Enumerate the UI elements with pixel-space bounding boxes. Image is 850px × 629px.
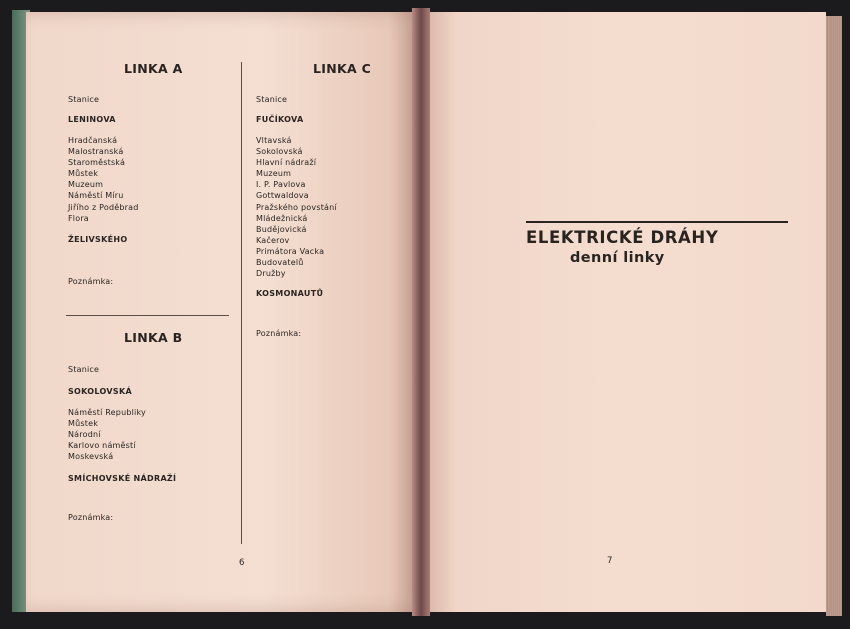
- linka-a-section: [68, 94, 139, 287]
- linka-a-title: LINKA A: [124, 61, 183, 76]
- linka-a-note-label: Poznámka:: [68, 276, 114, 286]
- station-item: Pražského povstání: [256, 202, 337, 212]
- station-item: Mládežnická: [256, 213, 308, 223]
- station-item: Budovatelů: [256, 258, 304, 268]
- right-page: [424, 12, 826, 612]
- station-item: Můstek: [68, 419, 99, 429]
- station-item: Kačerov: [256, 235, 290, 245]
- linka-c-end-terminal: KOSMONAUTŮ: [256, 289, 324, 299]
- station-item: Moskevská: [68, 452, 114, 462]
- linka-b-note-label: Poznámka:: [68, 513, 114, 523]
- title-rule: [526, 221, 788, 223]
- linka-b-title: LINKA B: [124, 330, 183, 345]
- station-item: Flora: [68, 213, 89, 223]
- linka-c-stations-label: Stanice: [256, 95, 288, 104]
- linka-c-section: [256, 94, 337, 339]
- station-item: Primátora Vacka: [256, 246, 325, 256]
- station-item: Družby: [256, 269, 286, 279]
- linka-b-station-list: [68, 407, 176, 462]
- station-item: Muzeum: [68, 180, 104, 190]
- linka-a-end-terminal: ŽELIVSKÉHO: [68, 234, 128, 244]
- station-item: Národní: [68, 430, 101, 440]
- page-number-right: 7: [607, 556, 613, 566]
- linka-a-start-terminal: LENINOVA: [68, 115, 116, 124]
- section-divider: [66, 315, 229, 316]
- station-item: Staroměstská: [68, 158, 126, 168]
- station-item: Vltavská: [256, 136, 292, 145]
- linka-c-start-terminal: FUČÍKOVA: [256, 115, 304, 124]
- station-item: Sokolovská: [256, 147, 303, 157]
- linka-c-title: LINKA C: [313, 61, 372, 76]
- book-gutter: [412, 8, 430, 616]
- station-item: Náměstí Republiky: [68, 408, 146, 417]
- linka-b-end-terminal: SMÍCHOVSKÉ NÁDRAŽÍ: [68, 474, 177, 484]
- station-item: Hlavní nádraží: [256, 158, 317, 168]
- station-item: Karlovo náměstí: [68, 441, 136, 451]
- station-item: Gottwaldova: [256, 191, 309, 201]
- station-item: Hradčanská: [68, 136, 118, 145]
- station-item: I. P. Pavlova: [256, 180, 306, 190]
- station-item: Muzeum: [256, 169, 292, 179]
- station-item: Náměstí Míru: [68, 191, 124, 201]
- linka-b-section: [68, 364, 176, 523]
- page-stack: [826, 16, 842, 616]
- page-title: ELEKTRICKÉ DRÁHY: [526, 228, 719, 247]
- station-item: Budějovická: [256, 224, 307, 234]
- column-divider: [241, 62, 242, 544]
- linka-b-stations-label: Stanice: [68, 365, 100, 374]
- station-item: Malostranská: [68, 147, 124, 157]
- station-item: Jiřího z Poděbrad: [68, 202, 139, 212]
- page-subtitle: denní linky: [570, 250, 665, 266]
- linka-a-stations-label: Stanice: [68, 95, 100, 104]
- page-number-left: 6: [239, 558, 245, 568]
- station-item: Můstek: [68, 169, 99, 179]
- linka-c-note-label: Poznámka:: [256, 329, 302, 339]
- linka-a-station-list: [68, 135, 139, 224]
- linka-c-station-list: [256, 135, 337, 279]
- linka-b-start-terminal: SOKOLOVSKÁ: [68, 387, 132, 396]
